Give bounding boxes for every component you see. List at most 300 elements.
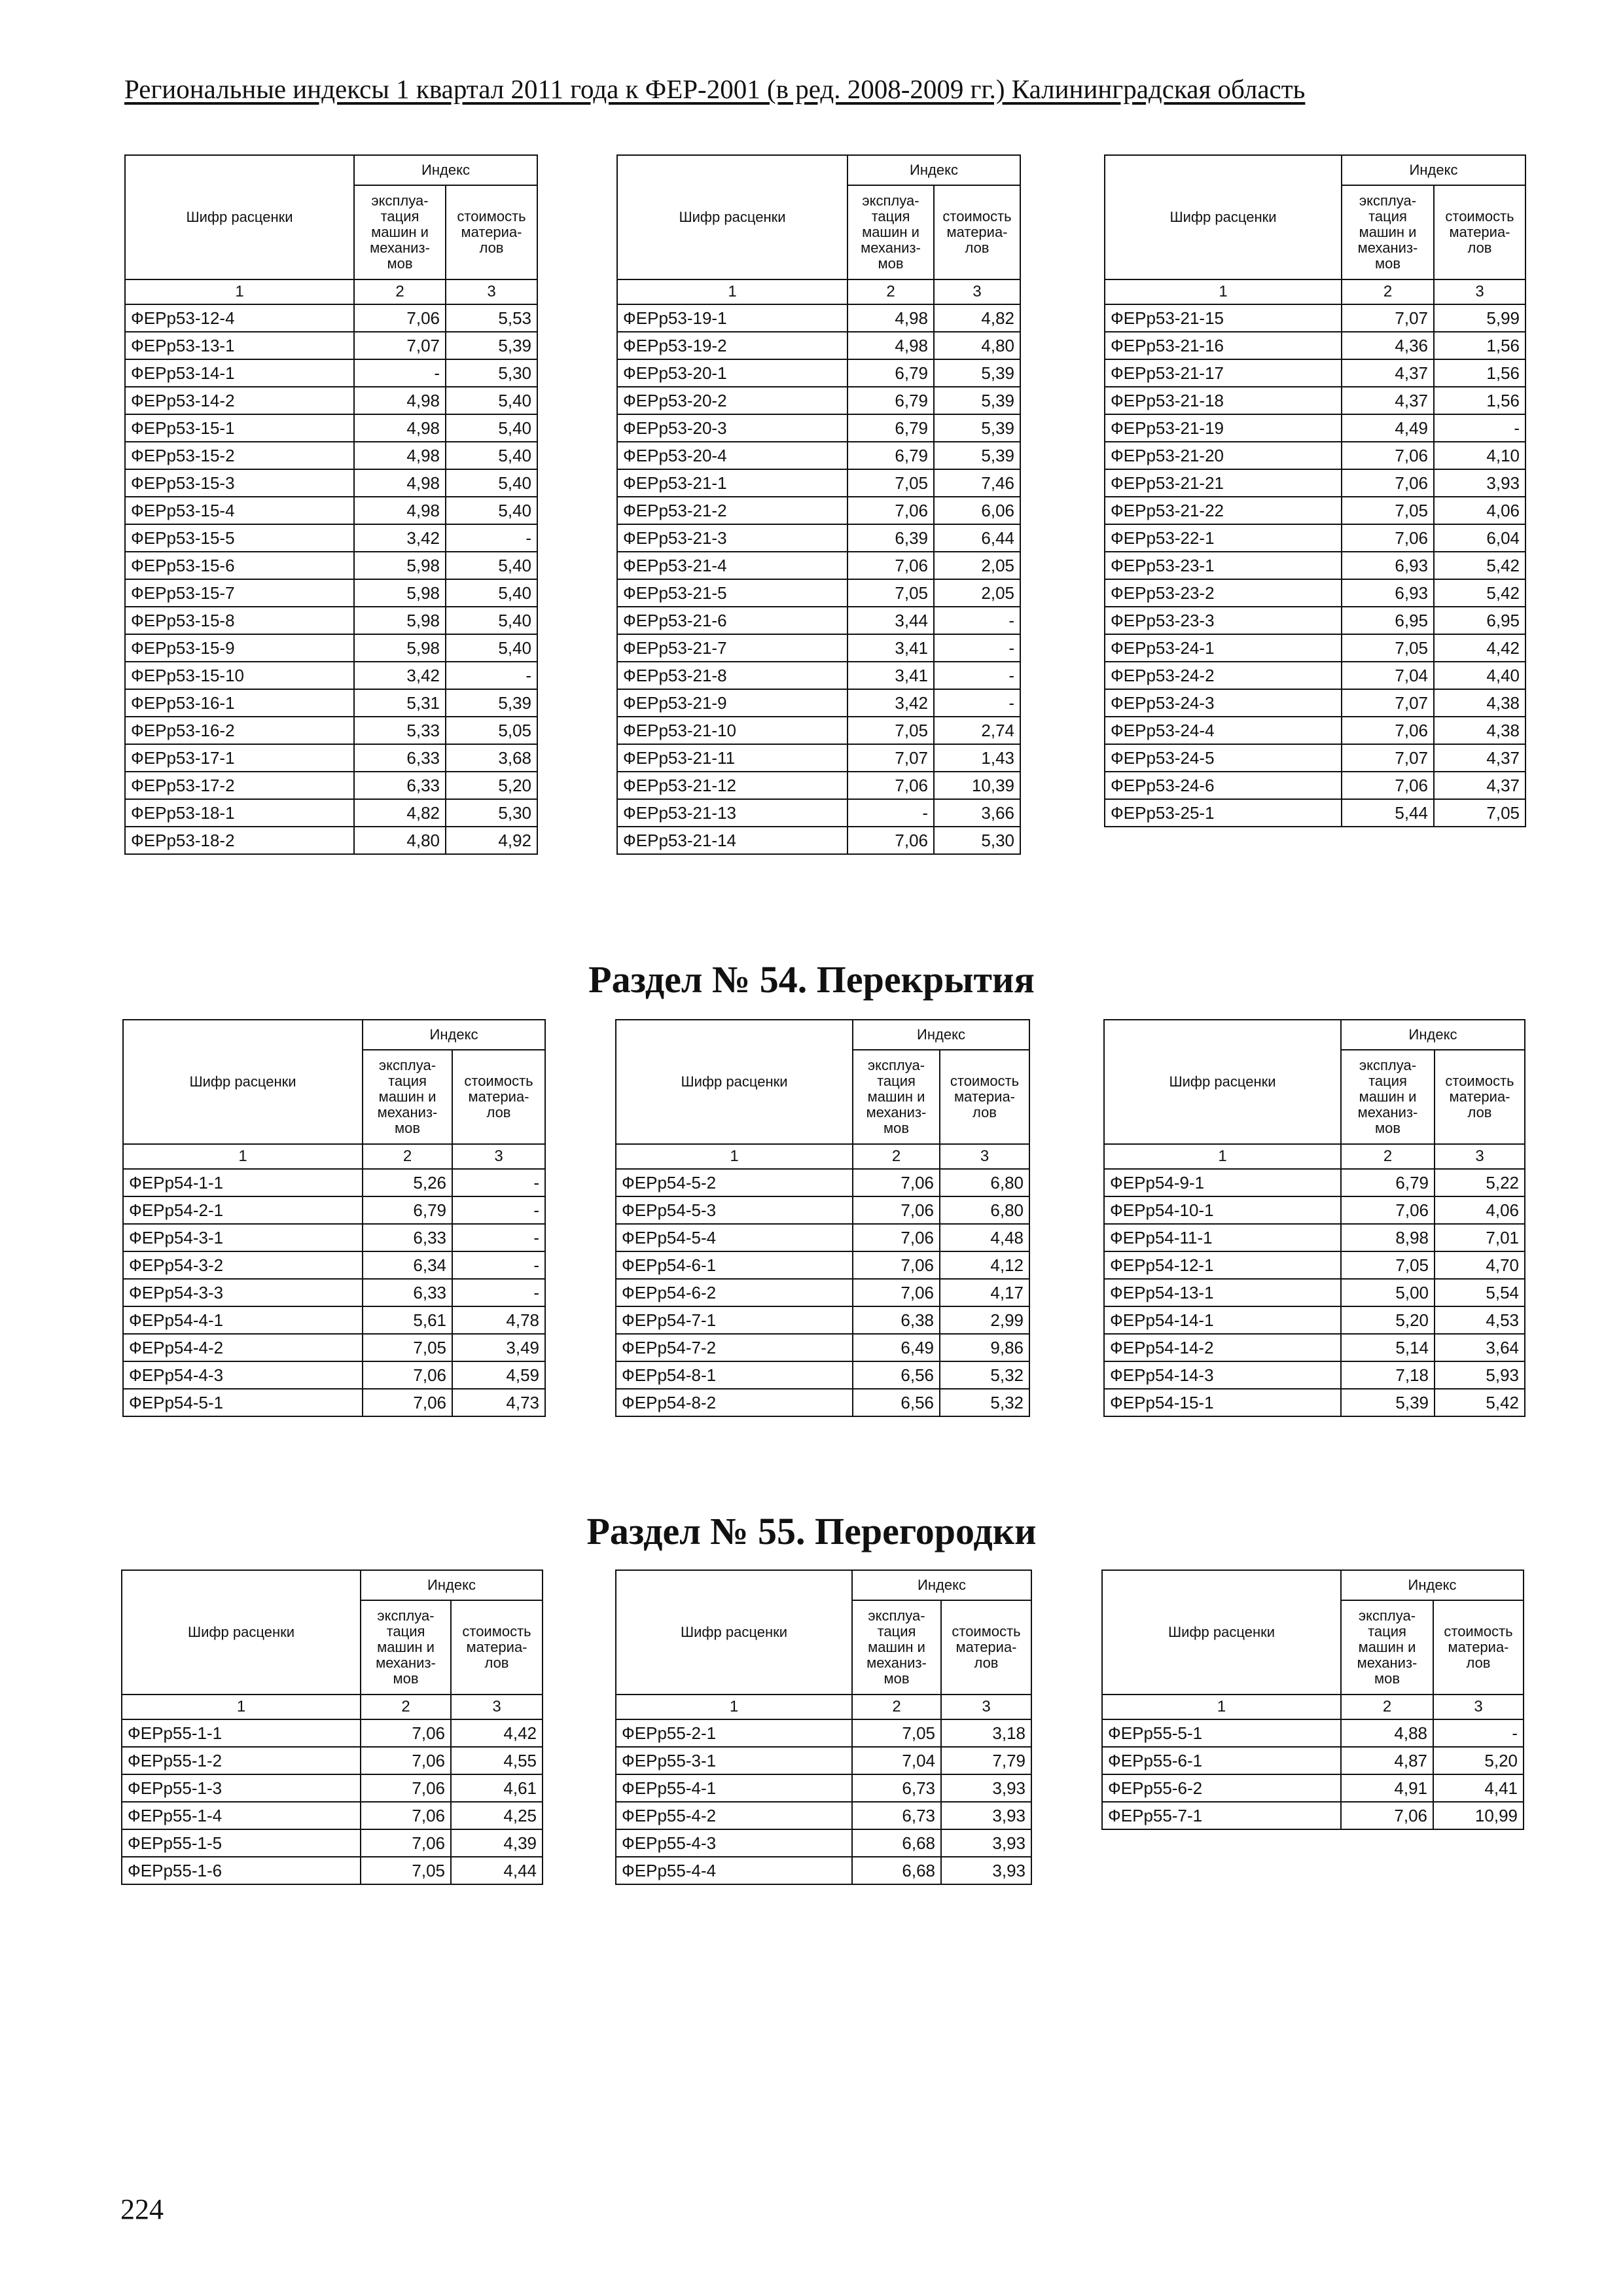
table-row [125,717,537,744]
code-cell: ФЕРр55-7-1 [1102,1802,1341,1829]
machines-column-header: эксплуа- тация машин и механиз- мов [354,185,446,279]
code-cell: ФЕРр55-1-3 [122,1774,361,1802]
machines-value: 4,98 [847,332,934,359]
code-cell: ФЕРр54-7-2 [616,1334,853,1361]
materials-column-header: стоимость материа- лов [446,185,537,279]
materials-value: 5,42 [1435,1389,1525,1416]
code-column-header: Шифр расценки [616,1570,852,1695]
index-column-header: Индекс [363,1020,545,1050]
materials-value: 5,40 [446,552,537,579]
code-cell: ФЕРр53-16-2 [125,717,354,744]
machines-value: 4,37 [1342,387,1434,414]
code-cell: ФЕРр54-5-1 [123,1389,363,1416]
materials-value: 5,40 [446,497,537,524]
table-row [617,744,1020,772]
machines-value: 5,20 [1341,1306,1435,1334]
code-cell: ФЕРр55-1-6 [122,1857,361,1884]
materials-value: 5,39 [446,332,537,359]
materials-value: - [934,634,1020,662]
code-cell: ФЕРр53-12-4 [125,304,354,332]
header-row [122,1570,543,1600]
code-cell: ФЕРр54-6-1 [616,1251,853,1279]
machines-value: 6,38 [853,1306,940,1334]
code-cell: ФЕРр54-15-1 [1104,1389,1341,1416]
machines-value: 7,04 [1342,662,1434,689]
machines-value: 7,07 [354,332,446,359]
header-row [616,1020,1029,1050]
code-column-header: Шифр расценки [123,1020,363,1144]
materials-value: 3,64 [1435,1334,1525,1361]
section54-table-2 [615,1019,1030,1417]
table-row [122,1719,543,1747]
table-row [616,1306,1029,1334]
code-cell: ФЕРр55-1-1 [122,1719,361,1747]
materials-value: 4,39 [451,1829,543,1857]
column-number-row [1102,1695,1524,1719]
section-54-title: Раздел № 54. Перекрытия [588,958,1035,1001]
materials-value: 4,80 [934,332,1020,359]
materials-value: 4,61 [451,1774,543,1802]
index-column-header: Индекс [1342,155,1525,185]
column-number-row [1104,1144,1525,1169]
table-row [1104,1361,1525,1389]
code-cell: ФЕРр54-3-1 [123,1224,363,1251]
header-row [1105,155,1525,185]
table-row [123,1279,545,1306]
table-row [123,1196,545,1224]
table-row [1105,662,1525,689]
table-row [617,304,1020,332]
machines-value: 5,39 [1341,1389,1435,1416]
code-column-header: Шифр расценки [617,155,847,279]
materials-value: 1,43 [934,744,1020,772]
machines-value: 6,39 [847,524,934,552]
machines-value: 4,49 [1342,414,1434,442]
index-column-header: Индекс [354,155,537,185]
table-row [1105,744,1525,772]
machines-value: 7,06 [361,1802,451,1829]
materials-value: 10,39 [934,772,1020,799]
column-number: 1 [617,279,847,304]
column-number: 1 [122,1695,361,1719]
materials-value: 5,39 [934,359,1020,387]
table-row [122,1774,543,1802]
code-cell: ФЕРр53-21-20 [1105,442,1342,469]
materials-value: 4,48 [940,1224,1029,1251]
table-row [616,1251,1029,1279]
materials-value: 4,70 [1435,1251,1525,1279]
table-row [617,827,1020,854]
page-number: 224 [120,2193,164,2225]
materials-value: 5,32 [940,1361,1029,1389]
materials-value: 5,30 [446,359,537,387]
materials-value: 5,22 [1435,1169,1525,1196]
table-row [1105,579,1525,607]
materials-value: 4,12 [940,1251,1029,1279]
code-cell: ФЕРр55-4-2 [616,1802,852,1829]
machines-value: 6,33 [354,744,446,772]
table-row [1105,634,1525,662]
machines-value: 7,06 [847,827,934,854]
code-cell: ФЕРр54-14-3 [1104,1361,1341,1389]
code-cell: ФЕРр53-19-2 [617,332,847,359]
machines-value: 7,07 [1342,304,1434,332]
materials-value: 3,93 [941,1802,1031,1829]
code-cell: ФЕРр53-18-1 [125,799,354,827]
table-row [1105,442,1525,469]
code-cell: ФЕРр55-3-1 [616,1747,852,1774]
materials-value: 3,93 [941,1857,1031,1884]
machines-value: 6,56 [853,1389,940,1416]
column-number-row [1105,279,1525,304]
code-column-header: Шифр расценки [125,155,354,279]
column-number: 1 [1102,1695,1341,1719]
code-cell: ФЕРр54-4-3 [123,1361,363,1389]
machines-value: 7,07 [847,744,934,772]
table-row [617,359,1020,387]
materials-value: 4,42 [1434,634,1525,662]
materials-value: 6,44 [934,524,1020,552]
machines-value: 6,79 [1341,1169,1435,1196]
materials-value: 4,37 [1434,744,1525,772]
code-cell: ФЕРр54-10-1 [1104,1196,1341,1224]
code-cell: ФЕРр55-6-2 [1102,1774,1341,1802]
code-column-header: Шифр расценки [1105,155,1342,279]
table-row [125,607,537,634]
code-cell: ФЕРр53-21-2 [617,497,847,524]
table-row [125,579,537,607]
materials-value: 5,05 [446,717,537,744]
materials-value: - [934,607,1020,634]
materials-value: 5,54 [1435,1279,1525,1306]
machines-value: 4,36 [1342,332,1434,359]
machines-value: 7,06 [853,1251,940,1279]
machines-value: 7,05 [361,1857,451,1884]
table-row [1105,689,1525,717]
machines-value: 3,44 [847,607,934,634]
machines-value: 5,98 [354,607,446,634]
column-number: 2 [361,1695,451,1719]
code-column-header: Шифр расценки [1104,1020,1341,1144]
code-cell: ФЕРр53-23-3 [1105,607,1342,634]
materials-value: 1,56 [1434,332,1525,359]
table-row [1102,1719,1524,1747]
index-column-header: Индекс [361,1570,543,1600]
materials-value: 6,04 [1434,524,1525,552]
machines-value: 3,41 [847,634,934,662]
machines-value: 7,06 [361,1719,451,1747]
machines-value: 7,05 [847,579,934,607]
header-row [125,155,537,185]
machines-value: - [354,359,446,387]
code-cell: ФЕРр53-17-2 [125,772,354,799]
machines-value: 7,05 [847,717,934,744]
table-row [125,799,537,827]
machines-value: 6,68 [852,1829,941,1857]
machines-value: 7,06 [847,772,934,799]
table-row [1105,497,1525,524]
column-number: 3 [934,279,1020,304]
materials-value: 5,20 [446,772,537,799]
machines-value: 7,05 [363,1334,452,1361]
materials-value: 4,44 [451,1857,543,1884]
column-number: 2 [1341,1144,1435,1169]
machines-value: 6,79 [363,1196,452,1224]
section53-table-3 [1104,154,1526,827]
machines-value: 7,06 [853,1279,940,1306]
machines-value: 3,42 [354,662,446,689]
code-cell: ФЕРр53-21-1 [617,469,847,497]
machines-value: 6,73 [852,1802,941,1829]
materials-column-header: стоимость материа- лов [451,1600,543,1695]
header-row [123,1020,545,1050]
table-row [616,1196,1029,1224]
materials-value: 4,59 [452,1361,545,1389]
materials-value: 4,38 [1434,717,1525,744]
materials-value: 5,32 [940,1389,1029,1416]
materials-value: 5,40 [446,387,537,414]
code-cell: ФЕРр53-21-4 [617,552,847,579]
column-number: 1 [1104,1144,1341,1169]
code-cell: ФЕРр53-13-1 [125,332,354,359]
machines-value: 6,79 [847,359,934,387]
table-row [125,634,537,662]
code-cell: ФЕРр54-3-2 [123,1251,363,1279]
code-cell: ФЕРр55-1-2 [122,1747,361,1774]
code-cell: ФЕРр53-15-9 [125,634,354,662]
table-row [125,414,537,442]
column-number-row [616,1144,1029,1169]
table-row [617,662,1020,689]
code-cell: ФЕРр53-15-10 [125,662,354,689]
code-cell: ФЕРр55-5-1 [1102,1719,1341,1747]
materials-value: 4,06 [1435,1196,1525,1224]
table-row [616,1774,1031,1802]
machines-value: 7,05 [1342,634,1434,662]
materials-value: 7,79 [941,1747,1031,1774]
column-number: 3 [941,1695,1031,1719]
machines-value: 7,05 [847,469,934,497]
machines-column-header: эксплуа- тация машин и механиз- мов [363,1050,452,1144]
materials-value: 5,39 [446,689,537,717]
materials-value: 5,93 [1435,1361,1525,1389]
section54-table-3 [1103,1019,1525,1417]
table-row [617,772,1020,799]
code-cell: ФЕРр53-14-1 [125,359,354,387]
table-row [125,469,537,497]
table-row [616,1224,1029,1251]
materials-value: - [452,1279,545,1306]
materials-value: 4,06 [1434,497,1525,524]
table-row [616,1719,1031,1747]
machines-value: 4,98 [847,304,934,332]
table-row [616,1279,1029,1306]
materials-value: 4,73 [452,1389,545,1416]
code-cell: ФЕРр55-4-1 [616,1774,852,1802]
code-cell: ФЕРр54-4-1 [123,1306,363,1334]
table-row [617,442,1020,469]
machines-value: 5,33 [354,717,446,744]
table-row [123,1251,545,1279]
table-row [125,332,537,359]
machines-value: 6,68 [852,1857,941,1884]
table-row [123,1361,545,1389]
machines-value: 6,34 [363,1251,452,1279]
machines-value: 5,61 [363,1306,452,1334]
code-cell: ФЕРр55-4-3 [616,1829,852,1857]
machines-value: 6,95 [1342,607,1434,634]
table-row [125,359,537,387]
materials-value: 5,30 [446,799,537,827]
table-row [616,1361,1029,1389]
table-row [1105,772,1525,799]
table-row [617,497,1020,524]
materials-value: 4,38 [1434,689,1525,717]
materials-value: 3,93 [941,1774,1031,1802]
materials-value: 4,41 [1433,1774,1524,1802]
code-cell: ФЕРр53-21-18 [1105,387,1342,414]
machines-value: 7,06 [354,304,446,332]
column-number: 2 [853,1144,940,1169]
code-cell: ФЕРр53-16-1 [125,689,354,717]
materials-value: 2,74 [934,717,1020,744]
machines-value: 7,06 [1342,442,1434,469]
code-cell: ФЕРр54-8-1 [616,1361,853,1389]
materials-value: 4,10 [1434,442,1525,469]
code-cell: ФЕРр54-9-1 [1104,1169,1341,1196]
materials-value: 2,99 [940,1306,1029,1334]
table-row [1105,304,1525,332]
table-row [1105,717,1525,744]
machines-value: 7,06 [847,552,934,579]
materials-value: 1,56 [1434,359,1525,387]
machines-value: 6,79 [847,414,934,442]
table-row [617,689,1020,717]
table-row [122,1857,543,1884]
materials-value: 4,17 [940,1279,1029,1306]
code-cell: ФЕРр53-18-2 [125,827,354,854]
materials-value: 4,42 [451,1719,543,1747]
materials-value: 5,42 [1434,552,1525,579]
table-row [617,634,1020,662]
machines-value: 7,06 [361,1829,451,1857]
index-column-header: Индекс [847,155,1020,185]
machines-value: 7,05 [1341,1251,1435,1279]
table-row [1105,359,1525,387]
machines-value: 3,42 [847,689,934,717]
machines-value: 7,07 [1342,744,1434,772]
column-number: 3 [940,1144,1029,1169]
materials-value: 5,53 [446,304,537,332]
materials-value: 5,40 [446,607,537,634]
index-column-header: Индекс [1341,1570,1524,1600]
code-cell: ФЕРр53-21-8 [617,662,847,689]
section53-table-1 [124,154,538,855]
table-row [125,662,537,689]
code-cell: ФЕРр53-20-1 [617,359,847,387]
code-cell: ФЕРр53-20-2 [617,387,847,414]
table-row [617,799,1020,827]
code-cell: ФЕРр53-15-1 [125,414,354,442]
machines-value: 5,44 [1342,799,1434,827]
table-row [1104,1251,1525,1279]
machines-value: 7,04 [852,1747,941,1774]
table-row [1102,1747,1524,1774]
materials-value: 5,42 [1434,579,1525,607]
table-row [616,1334,1029,1361]
code-cell: ФЕРр55-2-1 [616,1719,852,1747]
machines-value: 4,98 [354,414,446,442]
table-row [123,1306,545,1334]
code-cell: ФЕРр54-5-3 [616,1196,853,1224]
table-row [1104,1306,1525,1334]
table-row [125,304,537,332]
table-row [123,1334,545,1361]
materials-value: 1,56 [1434,387,1525,414]
table-row [616,1857,1031,1884]
machines-value: 7,05 [1342,497,1434,524]
machines-value: 7,06 [1342,524,1434,552]
column-number: 2 [363,1144,452,1169]
materials-value: 4,25 [451,1802,543,1829]
table-row [122,1802,543,1829]
table-row [1104,1279,1525,1306]
code-cell: ФЕРр54-14-1 [1104,1306,1341,1334]
materials-value: 6,95 [1434,607,1525,634]
code-cell: ФЕРр55-1-4 [122,1802,361,1829]
table-row [125,827,537,854]
materials-value: 5,30 [934,827,1020,854]
machines-value: 4,98 [354,442,446,469]
code-cell: ФЕРр53-15-8 [125,607,354,634]
table-row [616,1389,1029,1416]
machines-value: 7,06 [853,1196,940,1224]
table-row [125,689,537,717]
code-cell: ФЕРр53-22-1 [1105,524,1342,552]
materials-column-header: стоимость материа- лов [452,1050,545,1144]
machines-value: 7,06 [1342,772,1434,799]
table-row [617,524,1020,552]
column-number-row [122,1695,543,1719]
code-cell: ФЕРр53-21-6 [617,607,847,634]
machines-value: 7,06 [847,497,934,524]
code-cell: ФЕРр53-24-5 [1105,744,1342,772]
column-number: 2 [1342,279,1434,304]
materials-value: 5,40 [446,414,537,442]
materials-value: 4,55 [451,1747,543,1774]
materials-value: 4,82 [934,304,1020,332]
index-column-header: Индекс [852,1570,1031,1600]
table-row [1105,799,1525,827]
machines-value: 3,42 [354,524,446,552]
table-row [1105,552,1525,579]
table-row [125,772,537,799]
column-number: 3 [452,1144,545,1169]
materials-value: - [1433,1719,1524,1747]
code-cell: ФЕРр54-12-1 [1104,1251,1341,1279]
machines-value: 5,26 [363,1169,452,1196]
code-column-header: Шифр расценки [616,1020,853,1144]
machines-value: 6,49 [853,1334,940,1361]
materials-column-header: стоимость материа- лов [941,1600,1031,1695]
code-cell: ФЕРр53-15-6 [125,552,354,579]
machines-value: 4,80 [354,827,446,854]
table-row [617,579,1020,607]
code-cell: ФЕРр54-5-2 [616,1169,853,1196]
materials-value: 6,06 [934,497,1020,524]
table-row [616,1169,1029,1196]
materials-value: - [452,1169,545,1196]
